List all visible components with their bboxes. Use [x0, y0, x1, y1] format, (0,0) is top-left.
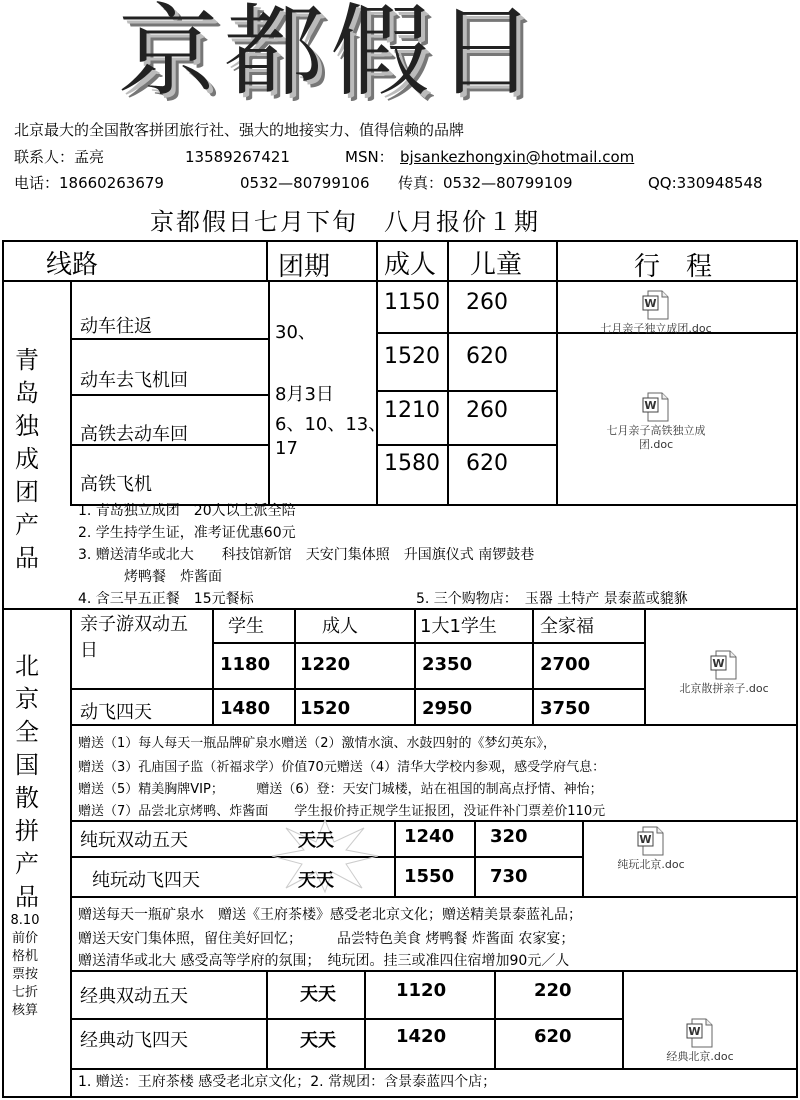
departure-frequency: 天天	[300, 1030, 336, 1051]
price-cell: 1180	[220, 654, 271, 675]
qq-number: QQ:330948548	[648, 174, 763, 192]
fax-number: 传真：0532—80799109	[398, 174, 573, 192]
gift-line: 赠送（7）品尝北京烤鸭、炸酱面 学生报价持正规学生证报团，没证件补门票差价110元	[78, 804, 606, 819]
itinerary-doc-link[interactable]	[596, 290, 716, 336]
route-name: 动车往返	[80, 316, 152, 337]
route-name: 经典双动五天	[80, 986, 188, 1007]
child-price: 220	[534, 980, 572, 1001]
doc-filename: 七月亲子高铁独立成团.doc	[606, 424, 706, 451]
phone-number-2: 0532—80799106	[240, 174, 370, 192]
itinerary-doc-link[interactable]	[596, 826, 706, 872]
section-beijing-label: 北京全国散拼产品	[15, 652, 39, 911]
word-doc-icon	[637, 826, 665, 856]
svg-text:W: W	[688, 1025, 701, 1038]
itinerary-doc-link[interactable]	[640, 1018, 760, 1064]
gift-line: 赠送天安门集体照，留住美好回忆； 品尝特色美食 烤鸭餐 炸酱面 农家宴；	[78, 931, 575, 947]
section1-note: 2. 学生持学生证，准考证优惠60元	[78, 525, 296, 541]
msn-label: MSN：	[345, 148, 394, 166]
doc-filename: 北京散拼亲子.doc	[679, 682, 769, 695]
route-name: 动车去飞机回	[80, 370, 188, 391]
word-doc-icon	[642, 392, 670, 422]
price-list-title: 京都假日七月下旬 八月报价１期	[150, 208, 540, 236]
phone-number: 电话：18660263679	[14, 174, 164, 192]
adult-price: 1150	[384, 290, 440, 315]
header-adult: 成人	[384, 250, 437, 280]
price-cell: 1220	[300, 654, 351, 675]
column-header: 1大1学生	[420, 616, 497, 637]
route-name: 高铁飞机	[80, 474, 152, 495]
route-name: 经典动飞四天	[80, 1030, 188, 1051]
column-header: 成人	[322, 616, 358, 637]
child-price: 320	[490, 826, 528, 847]
price-cell: 1480	[220, 698, 271, 719]
contact-person: 联系人：孟亮	[14, 148, 105, 166]
doc-filename: 纯玩北京.doc	[617, 858, 685, 871]
svg-text:W: W	[644, 399, 657, 412]
child-price: 730	[490, 866, 528, 887]
route-name: 纯玩动飞四天	[92, 870, 200, 891]
price-cell: 1520	[300, 698, 351, 719]
tagline: 北京最大的全国散客拼团旅行社、强大的地接实力、值得信赖的品牌	[14, 121, 465, 139]
adult-price: 1550	[404, 866, 455, 887]
route-name: 纯玩双动五天	[80, 830, 188, 851]
departure-frequency: 天天	[300, 984, 336, 1005]
child-price: 620	[466, 344, 508, 369]
column-header: 学生	[228, 616, 264, 637]
departure-frequency: 天天	[298, 830, 334, 851]
header-child: 儿童	[470, 250, 523, 280]
svg-text:W: W	[712, 657, 725, 670]
tour-date: 8月3日	[275, 384, 334, 405]
brand-logo: 京都假日	[118, 0, 542, 110]
section1-note: 4. 含三早五正餐 15元餐标	[78, 591, 254, 607]
gift-line: 赠送（5）精美胸牌VIP； 赠送（6）登：天安门城楼，站在祖国的制高点抒情、神怡；	[78, 782, 603, 797]
adult-price: 1580	[384, 451, 440, 476]
section1-note: 1. 青岛独立成团 20人以上派全陪	[78, 503, 296, 519]
word-doc-icon	[686, 1018, 714, 1048]
gift-line: 赠送清华或北大 感受高等学府的氛围； 纯玩团。挂三或准四住宿增加90元／人	[78, 953, 570, 969]
header-itinerary: 行 程	[634, 252, 713, 282]
price-cell: 2350	[422, 654, 473, 675]
word-doc-icon	[642, 290, 670, 320]
doc-filename: 七月亲子独立成团.doc	[600, 322, 712, 335]
route-name: 动飞四天	[80, 702, 152, 723]
gift-line: 赠送（3）孔庙国子监（祈福求学）价值70元赠送（4）清华大学校内参观，感受学府气息：	[78, 760, 606, 775]
mobile-number: 13589267421	[185, 148, 290, 166]
itinerary-doc-link[interactable]	[596, 392, 716, 452]
section1-note: 3. 赠送清华或北大 科技馆新馆 天安门集体照 升国旗仪式 南锣鼓巷	[78, 547, 535, 563]
price-cell: 3750	[540, 698, 591, 719]
svg-text:W: W	[644, 297, 657, 310]
adult-price: 1420	[396, 1026, 447, 1047]
itinerary-doc-link[interactable]	[654, 650, 794, 696]
adult-price: 1210	[384, 398, 440, 423]
tour-date: 6、10、13、	[275, 414, 387, 435]
departure-frequency: 天天	[298, 870, 334, 891]
header-dates: 团期	[278, 252, 331, 282]
adult-price: 1120	[396, 980, 447, 1001]
classic-note: 1. 赠送：王府茶楼 感受老北京文化；2. 常规团：含景泰蓝四个店；	[78, 1074, 497, 1090]
section1-note: 烤鸭餐 炸酱面	[124, 569, 222, 585]
header-route: 线路	[46, 250, 99, 280]
gift-line: 赠送每天一瓶矿泉水 赠送《王府茶楼》感受老北京文化；赠送精美景泰蓝礼品；	[78, 907, 582, 923]
price-cell: 2700	[540, 654, 591, 675]
child-price: 260	[466, 398, 508, 423]
gift-line: 赠送（1）每人每天一瓶品牌矿泉水赠送（2）激情水演、水鼓四射的《梦幻英东》，	[78, 736, 557, 751]
child-price: 620	[534, 1026, 572, 1047]
tour-date: 17	[275, 438, 298, 459]
svg-text:W: W	[639, 833, 652, 846]
family-product-name: 亲子游双动五日	[80, 614, 188, 661]
price-cell: 2950	[422, 698, 473, 719]
column-header: 全家福	[540, 616, 594, 637]
route-name: 高铁去动车回	[80, 424, 188, 445]
msn-address[interactable]: bjsankezhongxin@hotmail.com	[400, 148, 635, 166]
tour-date: 30、	[275, 322, 316, 343]
section-qingdao-label: 青岛独成团产品	[15, 346, 39, 572]
child-price: 620	[466, 451, 508, 476]
adult-price: 1520	[384, 344, 440, 369]
word-doc-icon	[710, 650, 738, 680]
child-price: 260	[466, 290, 508, 315]
adult-price: 1240	[404, 826, 455, 847]
section1-note: 5. 三个购物店： 玉器 土特产 景泰蓝或貔貅	[416, 591, 688, 607]
doc-filename: 经典北京.doc	[666, 1050, 734, 1063]
airfare-note: 8.10前价格机票按七折核算	[10, 913, 40, 1018]
